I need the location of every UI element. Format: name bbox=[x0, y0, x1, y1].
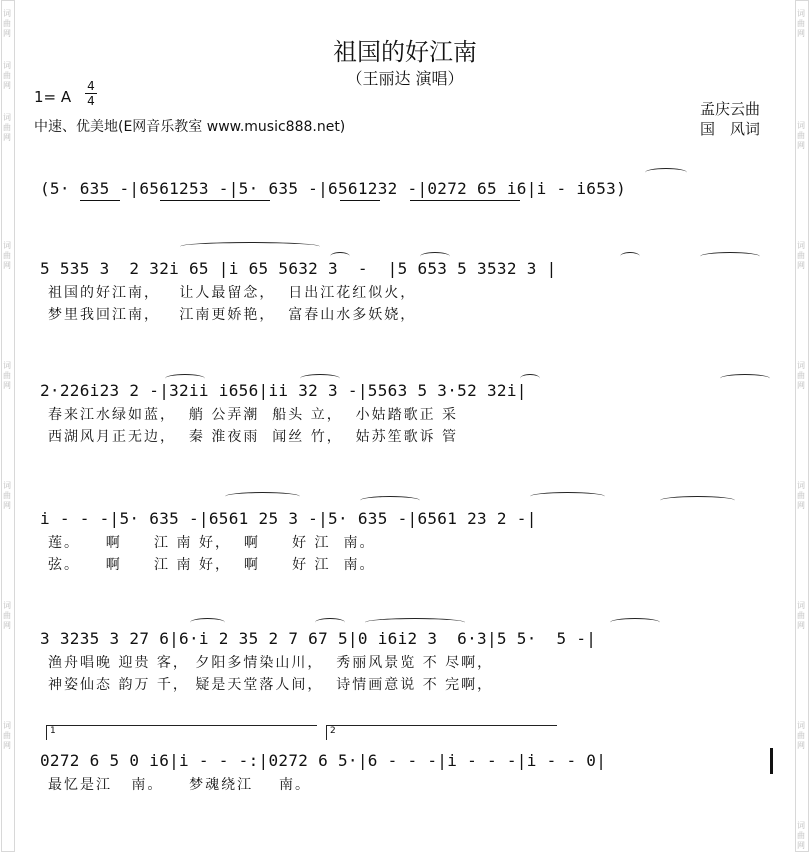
melody-line: i - - -|5· 635 -|6561 25 3 -|5· 635 -|6561 23 2 -| bbox=[40, 509, 537, 528]
watermark-text: 词曲网 bbox=[797, 481, 805, 510]
slur-mark bbox=[190, 618, 225, 627]
composer-credit: 孟庆云曲 bbox=[700, 100, 761, 118]
lyrics-verse-2: 弦。 啊 江 南 好， 啊 好 江 南。 bbox=[48, 557, 376, 573]
watermark-text: 词曲网 bbox=[3, 481, 11, 510]
slur-mark bbox=[420, 252, 450, 261]
watermark-text: 词曲网 bbox=[3, 241, 11, 270]
slur-mark bbox=[610, 618, 660, 627]
lyrics-verse-1: 莲。 啊 江 南 好， 啊 好 江 南。 bbox=[48, 535, 376, 551]
watermark-text: 词曲网 bbox=[3, 601, 11, 630]
slur-mark bbox=[645, 168, 687, 177]
slur-mark bbox=[165, 374, 205, 383]
watermark-text: 词曲网 bbox=[3, 721, 11, 750]
slur-mark bbox=[315, 618, 345, 627]
watermark-strip-right bbox=[795, 0, 809, 852]
melody-line: 0272 6 5 0 i6|i - - -:|0272 6 5·|6 - - -|i - - -|i - - 0| bbox=[40, 751, 607, 770]
time-signature bbox=[85, 80, 97, 107]
beat-underline bbox=[340, 200, 380, 201]
slur-mark bbox=[300, 374, 340, 383]
watermark-text: 词曲网 bbox=[797, 9, 805, 38]
slur-mark bbox=[530, 492, 605, 501]
final-barline bbox=[770, 748, 773, 774]
lyrics-verse-1: 春来江水绿如蓝， 艄 公弄潮 船头 立， 小姑踏歌正 采 bbox=[48, 407, 459, 423]
lyrics-verse-1: 祖国的好江南， 让人最留念， 日出江花红似火， bbox=[48, 285, 417, 301]
lyrics-verse-2: 西湖风月正无边， 秦 淮夜雨 闻丝 竹， 姑苏笙歌诉 管 bbox=[48, 429, 459, 445]
watermark-text: 词曲网 bbox=[797, 821, 805, 850]
watermark-text: 词曲网 bbox=[797, 361, 805, 390]
slur-mark bbox=[720, 374, 770, 383]
second-ending-bracket: 2 bbox=[326, 725, 557, 740]
key-signature: 1= A bbox=[34, 88, 72, 106]
tempo-marking: 中速、优美地(E网音乐教室 www.music888.net) bbox=[34, 119, 346, 135]
watermark-strip-left bbox=[1, 0, 15, 852]
lyrics-verse-2: 神姿仙态 韵万 千， 疑是天堂落人间， 诗情画意说 不 完啊， bbox=[48, 677, 494, 693]
meter-top: 4 bbox=[87, 79, 95, 93]
beat-underline bbox=[410, 200, 520, 201]
singer-line: （王丽达 演唱） bbox=[346, 69, 464, 88]
watermark-text: 词曲网 bbox=[797, 121, 805, 150]
slur-mark bbox=[365, 618, 465, 627]
watermark-text: 词曲网 bbox=[797, 601, 805, 630]
melody-line: 2·226i23 2 -|32ii i656|ii 32 3 -|5563 5 3·52 32i| bbox=[40, 381, 527, 400]
slur-mark bbox=[520, 374, 540, 383]
lyricist-credit: 国 风词 bbox=[700, 120, 761, 138]
slur-mark bbox=[180, 242, 320, 251]
beat-underline bbox=[80, 200, 120, 201]
lyrics-verse-2: 梦里我回江南， 江南更娇艳， 富春山水多妖娆， bbox=[48, 307, 417, 323]
watermark-text: 词曲网 bbox=[3, 61, 11, 90]
slur-mark bbox=[700, 252, 760, 261]
lyrics-verse-1: 渔舟唱晚 迎贵 客， 夕阳多情染山川， 秀丽风景览 不 尽啊， bbox=[48, 655, 494, 671]
beat-underline bbox=[160, 200, 270, 201]
melody-line: 5 535 3 2 32i 65 |i 65 5632 3 - |5 653 5 3532 3 | bbox=[40, 259, 557, 278]
melody-line: 3 3235 3 27 6|6·i 2 35 2 7 67 5|0 i6i2 3 6·3|5 5· 5 -| bbox=[40, 629, 597, 648]
slur-mark bbox=[660, 496, 735, 505]
watermark-text: 词曲网 bbox=[3, 113, 11, 142]
melody-line: (5· 635 -|6561253 -|5· 635 -|6561232 -|0272 65 i6|i - i653) bbox=[40, 179, 627, 198]
watermark-text: 词曲网 bbox=[3, 361, 11, 390]
slur-mark bbox=[360, 496, 420, 505]
slur-mark bbox=[620, 252, 640, 261]
slur-mark bbox=[330, 252, 350, 261]
watermark-text: 词曲网 bbox=[797, 721, 805, 750]
watermark-text: 词曲网 bbox=[797, 241, 805, 270]
first-ending-bracket: 1 bbox=[46, 725, 317, 740]
song-title: 祖国的好江南 bbox=[333, 38, 477, 66]
lyrics-verse-1: 最忆是江 南。 梦魂绕江 南。 bbox=[48, 777, 311, 793]
slur-mark bbox=[225, 492, 300, 501]
meter-bottom: 4 bbox=[87, 94, 95, 108]
watermark-text: 词曲网 bbox=[3, 9, 11, 38]
